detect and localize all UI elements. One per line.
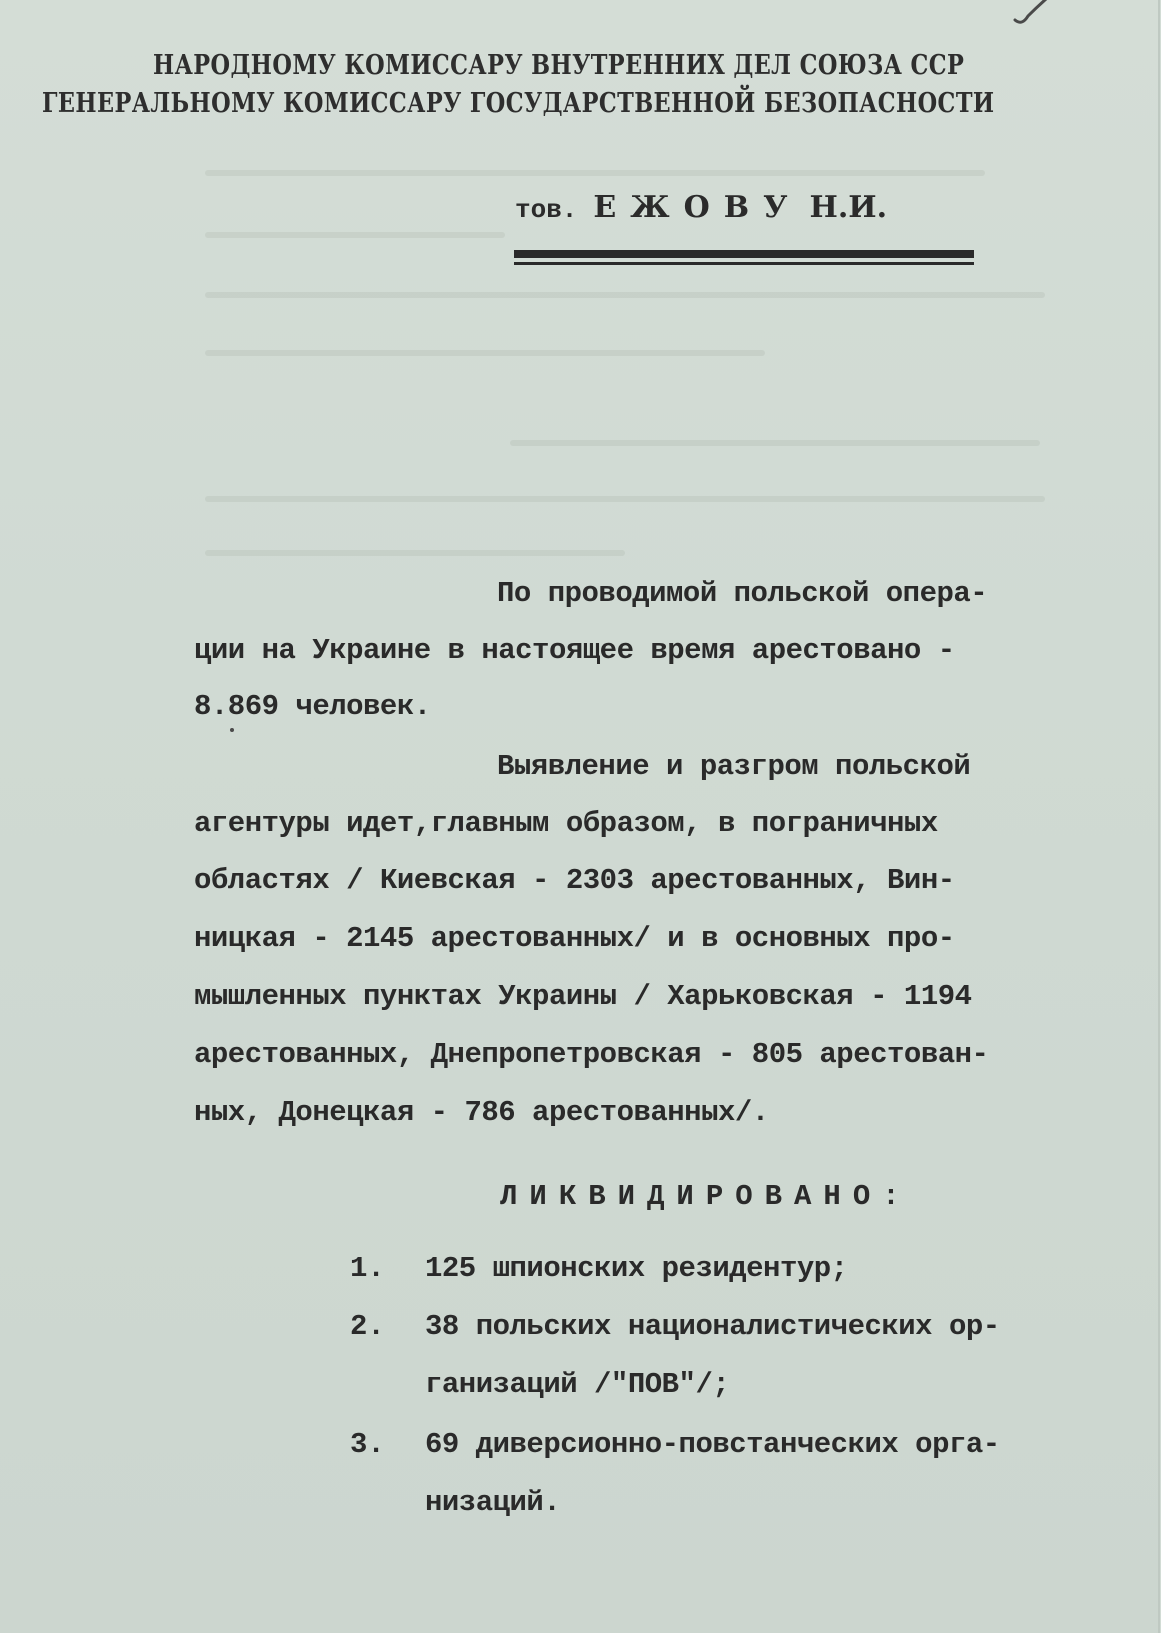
header-line-1: НАРОДНОМУ КОМИССАРУ ВНУТРЕННИХ ДЕЛ СОЮЗА ССР	[153, 50, 965, 81]
bleed-through-mark	[205, 350, 765, 356]
list-item-line: 38 польских националистических ор-	[425, 1310, 1000, 1343]
addressee-prefix: тов.	[515, 195, 578, 225]
bleed-through-mark	[205, 170, 985, 176]
bleed-through-mark	[205, 550, 625, 556]
paragraph2-line: мышленных пунктах Украины / Харьковская - 1194	[194, 980, 972, 1013]
paragraph1-line: ции на Украине в настоящее время арестовано -	[194, 634, 955, 667]
list-item-line: низаций.	[425, 1486, 561, 1519]
list-number: 1.	[350, 1252, 385, 1285]
paragraph2-line: арестованных, Днепропетровская - 805 арестован-	[194, 1038, 989, 1071]
addressee-initials: Н.И.	[809, 190, 888, 225]
paragraph2-line: Выявление и разгром польской	[497, 750, 971, 783]
paragraph2-line: ных, Донецкая - 786 арестованных/.	[194, 1096, 769, 1129]
bleed-through-mark	[205, 292, 1045, 298]
addressee-underline-thick	[514, 250, 974, 258]
list-item-line: ганизаций /"ПОВ"/;	[425, 1368, 730, 1401]
list-item-line: 69 диверсионно-повстанческих орга-	[425, 1428, 1000, 1461]
paragraph2-line: агентуры идет,главным образом, в пограничных	[194, 807, 938, 840]
bleed-through-mark	[205, 496, 1045, 502]
stray-ink-dot	[230, 728, 234, 732]
header-line-2: ГЕНЕРАЛЬНОМУ КОМИССАРУ ГОСУДАРСТВЕННОЙ БЕЗОПАСНОСТИ	[42, 88, 995, 119]
addressee-underline-thin	[514, 262, 974, 265]
paragraph1-line: 8.869 человек.	[194, 690, 431, 723]
list-item-line: 125 шпионских резидентур;	[425, 1252, 848, 1285]
liquidated-heading: ЛИКВИДИРОВАНО:	[500, 1180, 912, 1213]
list-number: 3.	[350, 1428, 385, 1461]
paragraph2-line: областях / Киевская - 2303 арестованных, Вин-	[194, 864, 955, 897]
addressee-surname: ЕЖОВУ	[593, 190, 802, 225]
handwritten-check-icon	[1010, 0, 1060, 34]
addressee	[515, 190, 887, 227]
bleed-through-mark	[510, 440, 1040, 446]
paragraph1-line: По проводимой польской опера-	[497, 577, 988, 610]
bleed-through-mark	[205, 232, 505, 238]
list-number: 2.	[350, 1310, 385, 1343]
paragraph2-line: ницкая - 2145 арестованных/ и в основных про-	[194, 922, 955, 955]
